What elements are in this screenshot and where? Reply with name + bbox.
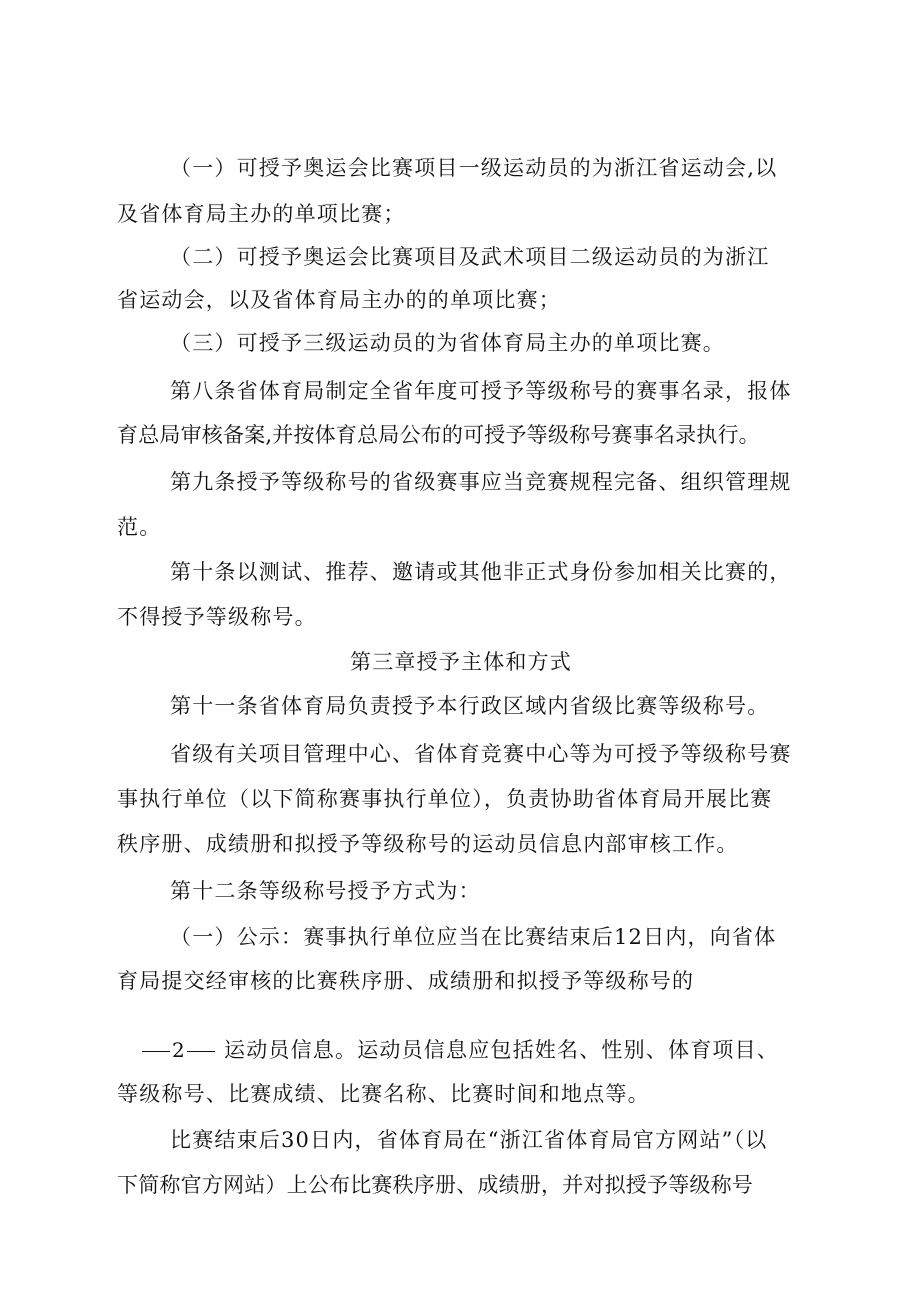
paragraph-line: 育总局审核备案,并按体育总局公布的可授予等级称号赛事名录执行。 xyxy=(117,423,760,447)
page-number-value: 2 xyxy=(172,1038,185,1062)
paragraph-line: 运动员信息。运动员信息应包括姓名、性别、体育项目、 xyxy=(224,1038,779,1062)
paragraph-line: 比赛结束后30日内，省体育局在“浙江省体育局官方网站”（以 xyxy=(170,1128,768,1152)
paragraph-line: 及省体育局主办的单项比赛； xyxy=(117,202,406,226)
paragraph-line: 等级称号、比赛成绩、比赛名称、比赛时间和地点等。 xyxy=(117,1082,650,1106)
paragraph-line: 不得授予等级称号。 xyxy=(117,605,317,629)
paragraph-line: 第十一条省体育局负责授予本行政区域内省级比赛等级称号。 xyxy=(170,694,770,718)
paragraph-line: 第十条以测试、推荐、邀请或其他非正式身份参加相关比赛的， xyxy=(170,560,792,584)
paragraph-line: 范。 xyxy=(117,515,162,539)
paragraph-line: （二）可授予奥运会比赛项目及武术项目二级运动员的为浙江 xyxy=(170,245,770,269)
paragraph-line: 事执行单位（以下简称赛事执行单位），负责协助省体育局开展比赛 xyxy=(117,787,773,811)
page-number-dash xyxy=(142,1051,170,1052)
paragraph-line: 省运动会，以及省体育局主办的的单项比赛； xyxy=(117,288,561,312)
paragraph-line: 育局提交经审核的比赛秩序册、成绩册和拟授予等级称号的 xyxy=(117,969,695,993)
chapter-heading: 第三章授予主体和方式 xyxy=(350,650,572,674)
paragraph-line: （三）可授予三级运动员的为省体育局主办的单项比赛。 xyxy=(170,331,725,355)
page-number xyxy=(140,1036,217,1064)
paragraph-line: 省级有关项目管理中心、省体育竞赛中心等为可授予等级称号赛 xyxy=(170,742,792,766)
paragraph-line: （一）可授予奥运会比赛项目一级运动员的为浙江省运动会,以 xyxy=(170,156,778,180)
paragraph-line: （一）公示：赛事执行单位应当在比赛结束后12日内，向省体 xyxy=(170,925,777,949)
paragraph-line: 第九条授予等级称号的省级赛事应当竞赛规程完备、组织管理规 xyxy=(170,470,792,494)
paragraph-line: 秩序册、成绩册和拟授予等级称号的运动员信息内部审核工作。 xyxy=(117,832,739,856)
paragraph-line: 下简称官方网站）上公布比赛秩序册、成绩册，并对拟授予等级称号 xyxy=(117,1173,753,1197)
page-number-dash xyxy=(187,1051,215,1052)
paragraph-line: 第八条省体育局制定全省年度可授予等级称号的赛事名录，报体 xyxy=(170,379,792,403)
paragraph-line: 第十二条等级称号授予方式为： xyxy=(170,879,481,903)
